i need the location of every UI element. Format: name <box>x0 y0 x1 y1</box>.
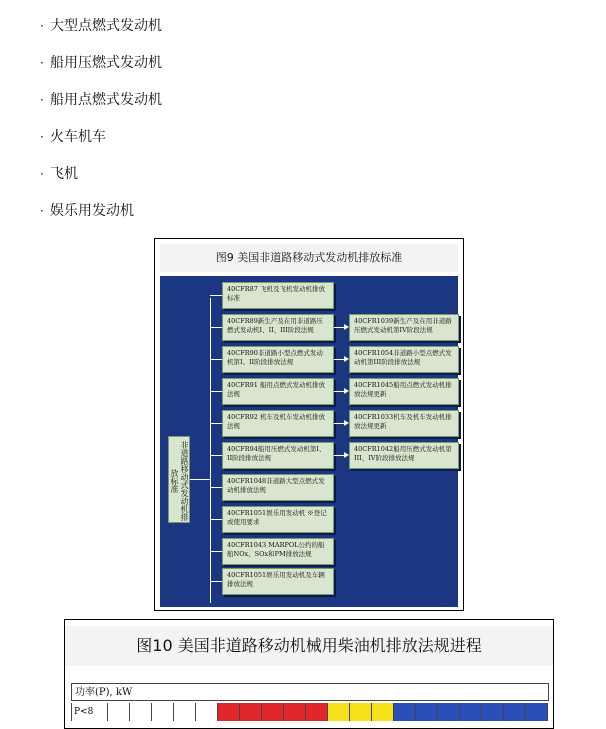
figure-9-title: 图9 美国非道路移动式发动机排放标准 <box>160 244 458 272</box>
right-standard-node: 40CFR1033机车及机车发动机排放法规更新 <box>349 410 459 437</box>
timeline-cell <box>394 703 416 721</box>
bullet-dot: · <box>40 19 44 33</box>
power-axis-label: 功率(P), kW <box>71 683 549 701</box>
root-node: 非道路移动式发动机排放标准 <box>168 436 190 523</box>
arrow-connector <box>334 359 344 360</box>
timeline-row <box>71 703 548 721</box>
connector <box>210 359 222 360</box>
arrow-connector <box>334 423 344 424</box>
timeline-cell <box>218 703 240 721</box>
left-standard-node: 40CFR1048非道路大型点燃式发动机排放法规 <box>222 474 334 501</box>
bullet-item <box>40 123 162 160</box>
left-standard-node: 40CFR87 飞机及飞机发动机排放标准 <box>222 282 334 309</box>
right-standard-node: 40CFR1054非道路小型点燃式发动机第III阶段排放法规 <box>349 346 459 373</box>
left-standard-node: 40CFR90非道路小型点燃式发动机第I、II阶段排放法规 <box>222 346 334 373</box>
timeline-cell <box>482 703 504 721</box>
connector <box>210 423 222 424</box>
timeline-cell <box>504 703 526 721</box>
timeline-cell <box>372 703 394 721</box>
timeline-cell <box>328 703 350 721</box>
timeline-cell <box>108 703 130 721</box>
connector <box>210 519 222 520</box>
bullet-dot: · <box>40 167 44 181</box>
right-standard-node: 40CFR1039新生产及在用非道路压燃式发动机第IV阶段法规 <box>349 314 459 341</box>
bullet-dot: · <box>40 56 44 70</box>
bullet-item <box>40 49 162 86</box>
bullet-item <box>40 160 162 197</box>
bullet-item <box>40 12 162 49</box>
bullet-text: 船用压燃式发动机 <box>50 55 162 71</box>
bullet-list <box>40 12 162 234</box>
connector <box>210 298 211 603</box>
right-standard-node: 40CFR1042船用压燃式发动机第III、IV阶段排放法规 <box>349 442 459 469</box>
left-standard-node: 40CFR89新生产及在用非道路压燃式发动机I、II、III阶段法规 <box>222 314 334 341</box>
bullet-text: 火车机车 <box>50 129 106 145</box>
connector <box>210 455 222 456</box>
timeline-cell <box>438 703 460 721</box>
connector <box>210 327 222 328</box>
bullet-item <box>40 197 162 234</box>
arrow-connector <box>334 455 344 456</box>
connector <box>190 479 210 480</box>
figure-9 <box>154 238 464 611</box>
timeline-cell <box>130 703 152 721</box>
left-standard-node: 40CFR92 机车及机车发动机排放法规 <box>222 410 334 437</box>
connector <box>210 581 222 582</box>
left-standard-node: 40CFR1043 MARPOL公约的船舶NOx、SOx和PM排放法规 <box>222 538 334 565</box>
figure-10-title: 图10 美国非道路移动机械用柴油机排放法规进程 <box>65 626 553 666</box>
bullet-dot: · <box>40 93 44 107</box>
arrow-connector <box>334 391 344 392</box>
timeline-cell <box>152 703 174 721</box>
connector <box>210 295 222 296</box>
timeline-cell <box>306 703 328 721</box>
left-standard-node: 40CFR94船用压燃式发动机第I、II阶段排放法规 <box>222 442 334 469</box>
arrow-connector <box>334 327 344 328</box>
bullet-text: 船用点燃式发动机 <box>50 92 162 108</box>
timeline-cell <box>416 703 438 721</box>
bullet-dot: · <box>40 204 44 218</box>
row-label: P<8 <box>71 703 108 721</box>
timeline-cell <box>460 703 482 721</box>
bullet-text: 娱乐用发动机 <box>50 203 134 219</box>
timeline-cell <box>174 703 196 721</box>
bullet-text: 飞机 <box>50 166 78 182</box>
figure-10 <box>64 619 554 729</box>
right-standard-node: 40CFR1045船用点燃式发动机排放法规更新 <box>349 378 459 405</box>
figure-9-diagram <box>160 276 458 607</box>
connector <box>210 551 222 552</box>
bullet-text: 大型点燃式发动机 <box>50 18 162 34</box>
connector <box>210 391 222 392</box>
timeline-cell <box>350 703 372 721</box>
left-standard-node: 40CFR91 船用点燃式发动机排放法规 <box>222 378 334 405</box>
timeline-cell <box>240 703 262 721</box>
bullet-dot: · <box>40 130 44 144</box>
left-standard-node: 40CFR1051娱乐用发动机及车辆排放法规 <box>222 568 334 595</box>
timeline-cell <box>284 703 306 721</box>
left-standard-node: 40CFR1051娱乐用发动机 ※登记或使用要求 <box>222 506 334 533</box>
timeline-cell <box>262 703 284 721</box>
timeline-cell <box>196 703 218 721</box>
connector <box>210 487 222 488</box>
bullet-item <box>40 86 162 123</box>
timeline-cell <box>526 703 548 721</box>
